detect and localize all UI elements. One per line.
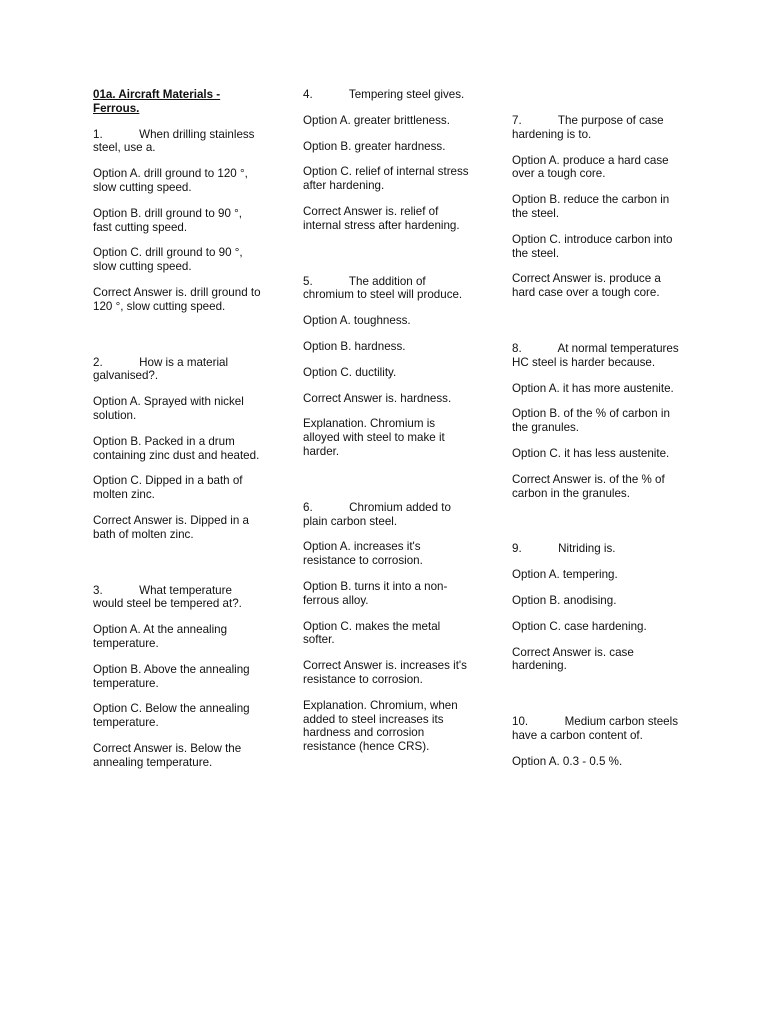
option-b: Option B. Packed in a drum containing zinc dust and heated. [93, 434, 260, 462]
question-text: Chromium added to plain carbon steel. [303, 500, 451, 528]
option-b: Option B. of the % of carbon in the granules. [512, 407, 670, 435]
document-title: 01a. Aircraft Materials - Ferrous. [93, 88, 221, 115]
option-b: Option B. Above the annealing temperature. [93, 662, 250, 690]
question-9 [512, 542, 684, 556]
option-b: Option B. hardness. [303, 339, 406, 353]
option-c: Option C. ductility. [303, 365, 397, 379]
question-number: 6. [303, 500, 313, 514]
question-text: How is a material galvanised?. [93, 355, 229, 383]
option-a: Option A. At the annealing temperature. [93, 623, 228, 650]
correct-answer: Correct Answer is. drill ground to 120 °, slow cutting speed. [93, 285, 261, 313]
question-10 [512, 715, 684, 743]
correct-answer: Correct Answer is. produce a hard case over a tough core. [512, 272, 661, 300]
correct-answer: Correct Answer is. Below the annealing temperature. [93, 741, 242, 769]
option-a: Option A. 0.3 - 0.5 %. [512, 754, 623, 768]
explanation: Explanation. Chromium is alloyed with steel to make it harder. [303, 417, 445, 458]
correct-answer: Correct Answer is. of the % of carbon in the granules. [512, 472, 665, 500]
question-number: 4. [303, 88, 313, 101]
question-text: When drilling stainless steel, use a. [93, 127, 255, 155]
option-c: Option C. relief of internal stress after hardening. [303, 165, 469, 193]
question-text: The purpose of case hardening is to. [512, 114, 664, 141]
option-a: Option A. it has more austenite. [512, 381, 674, 395]
explanation: Explanation. Chromium, when added to steel increases its hardness and corrosion resistance (hence CRS). [303, 698, 458, 754]
option-c: Option C. introduce carbon into the steel. [512, 232, 673, 260]
question-text: Medium carbon steels have a carbon content of. [512, 715, 679, 742]
option-c: Option C. it has less austenite. [512, 446, 670, 460]
question-number: 3. [93, 583, 103, 597]
option-b: Option B. drill ground to 90 °, fast cutting speed. [93, 206, 242, 234]
correct-answer: Correct Answer is. increases it's resistance to corrosion. [303, 659, 467, 686]
option-c: Option C. drill ground to 90 °, slow cutting speed. [93, 246, 243, 274]
question-number: 9. [512, 542, 522, 556]
correct-answer: Correct Answer is. hardness. [303, 391, 452, 405]
option-a: Option A. toughness. [303, 314, 411, 328]
column-2 [303, 88, 473, 766]
question-1 [93, 128, 263, 156]
question-number: 5. [303, 274, 313, 288]
option-b: Option B. greater hardness. [303, 139, 446, 153]
question-text: What temperature would steel be tempered at?. [93, 583, 242, 611]
question-text: At normal temperatures HC steel is harder because. [512, 341, 679, 369]
question-number: 7. [512, 114, 522, 127]
option-b: Option B. anodising. [512, 593, 617, 607]
question-3 [93, 584, 263, 612]
question-5 [303, 275, 473, 303]
question-number: 1. [93, 127, 103, 141]
option-c: Option C. makes the metal softer. [303, 619, 441, 647]
option-a: Option A. tempering. [512, 568, 618, 582]
question-text: The addition of chromium to steel will produce. [303, 274, 463, 302]
option-b: Option B. reduce the carbon in the steel. [512, 193, 670, 220]
question-text: Tempering steel gives. [348, 88, 465, 101]
option-a: Option A. increases it's resistance to corrosion. [303, 540, 423, 568]
question-number: 2. [93, 355, 103, 369]
option-b: Option B. turns it into a non-ferrous alloy. [303, 579, 448, 607]
question-8 [512, 342, 684, 370]
option-a: Option A. produce a hard case over a tough core. [512, 153, 669, 181]
option-a: Option A. greater brittleness. [303, 113, 450, 127]
option-c: Option C. Dipped in a bath of molten zinc. [93, 474, 243, 502]
question-2 [93, 356, 263, 384]
correct-answer: Correct Answer is. Dipped in a bath of molten zinc. [93, 513, 249, 541]
question-text: Nitriding is. [558, 542, 616, 556]
option-c: Option C. Below the annealing temperature. [93, 702, 250, 730]
option-a: Option A. Sprayed with nickel solution. [93, 395, 244, 422]
question-4 [303, 88, 473, 102]
option-c: Option C. case hardening. [512, 619, 647, 633]
question-7 [512, 114, 684, 142]
column-3 [512, 114, 684, 781]
question-6 [303, 501, 473, 529]
question-number: 8. [512, 341, 522, 355]
question-number: 10. [512, 715, 529, 729]
correct-answer: Correct Answer is. case hardening. [512, 645, 634, 673]
column-1 [93, 88, 263, 782]
correct-answer: Correct Answer is. relief of internal stress after hardening. [303, 204, 460, 232]
option-a: Option A. drill ground to 120 °, slow cutting speed. [93, 167, 248, 194]
